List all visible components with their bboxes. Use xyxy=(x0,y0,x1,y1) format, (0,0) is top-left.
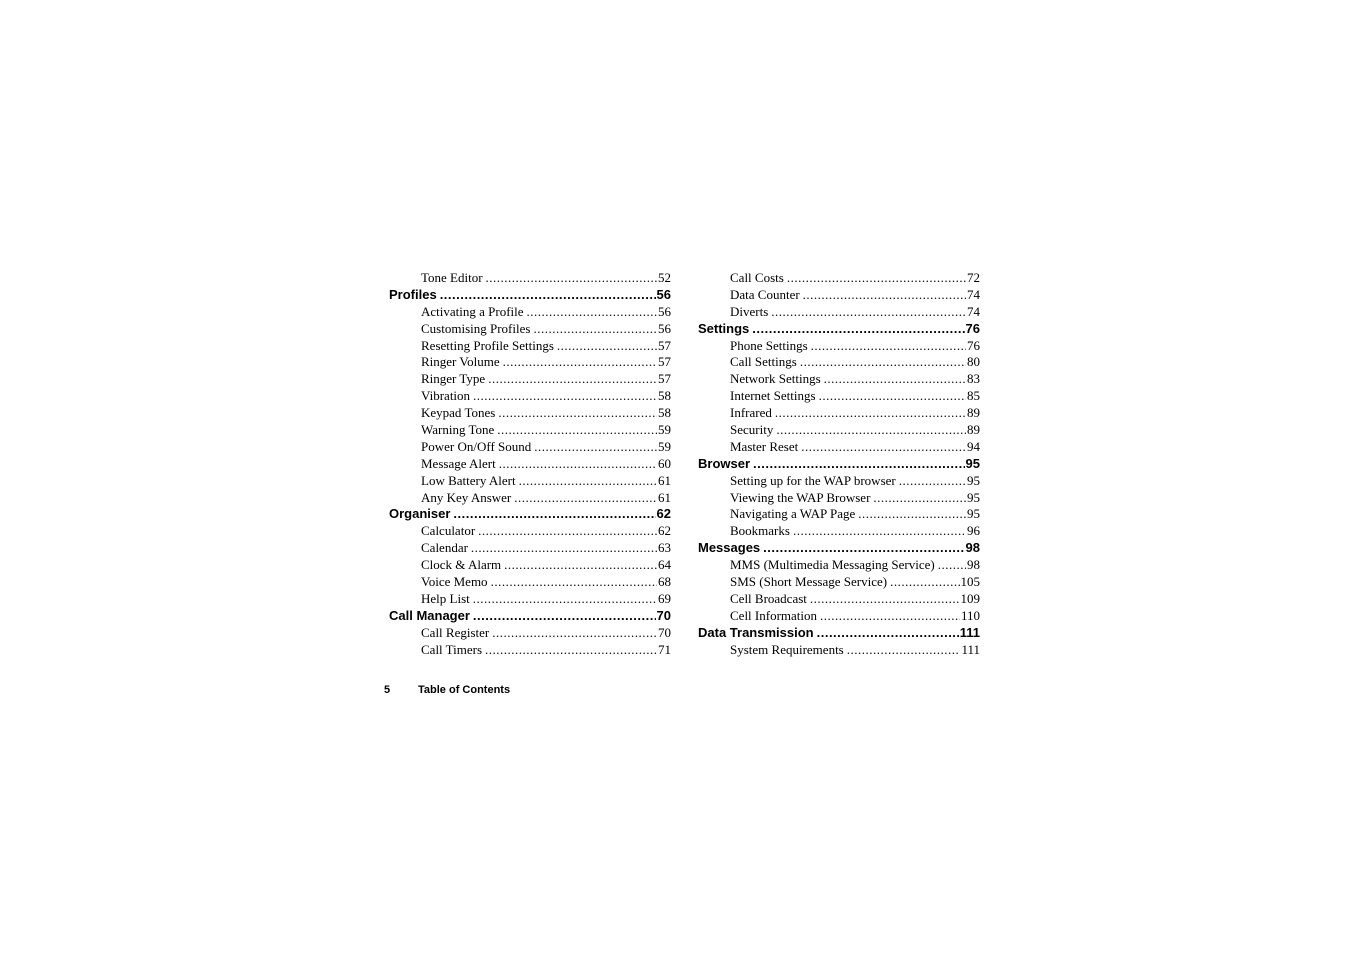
toc-entry[interactable] xyxy=(698,591,980,608)
toc-entry-label: Tone Editor xyxy=(421,270,483,285)
toc-section-heading[interactable] xyxy=(698,625,980,642)
toc-entry-page-number: 56 xyxy=(658,303,671,319)
toc-entry[interactable] xyxy=(389,490,671,507)
toc-entry-page-number: 57 xyxy=(658,337,671,353)
toc-entry-label: Keypad Tones xyxy=(421,405,496,421)
toc-entry-page-number: 95 xyxy=(965,455,980,471)
toc-entry-label: Low Battery Alert xyxy=(421,472,516,488)
toc-entry[interactable] xyxy=(698,405,980,422)
toc-entry-page-number: 80 xyxy=(967,354,980,370)
toc-entry-page-number: 76 xyxy=(965,320,980,336)
toc-entry-page-number: 109 xyxy=(960,590,980,606)
toc-entry-label: Settings xyxy=(698,320,750,336)
footer-page-number: 5 xyxy=(384,684,391,696)
toc-entry-label: System Requirements xyxy=(730,641,844,657)
toc-entry-label: Resetting Profile Settings xyxy=(421,337,554,353)
toc-section-heading[interactable] xyxy=(698,321,980,338)
toc-entry-page-number: 96 xyxy=(967,523,980,539)
toc-dot-leader xyxy=(938,557,966,574)
toc-entry-label: Power On/Off Sound xyxy=(421,438,532,454)
toc-dot-leader xyxy=(499,456,657,473)
toc-entry-label: Activating a Profile xyxy=(421,303,524,319)
toc-entry[interactable] xyxy=(389,371,671,388)
toc-entry[interactable] xyxy=(698,371,980,388)
toc-entry-label: Clock & Alarm xyxy=(421,557,502,573)
toc-entry-page-number: 61 xyxy=(658,472,671,488)
toc-entry-label: Call Timers xyxy=(421,641,483,657)
toc-entry-label: Call Manager xyxy=(389,607,470,623)
toc-entry-page-number: 57 xyxy=(658,371,671,387)
toc-dot-leader xyxy=(498,405,657,422)
toc-entry-page-number: 70 xyxy=(658,624,671,640)
toc-entry[interactable] xyxy=(389,557,671,574)
toc-entry-page-number: 89 xyxy=(967,422,980,438)
toc-entry[interactable] xyxy=(698,422,980,439)
toc-dot-leader xyxy=(497,422,657,439)
toc-entry-page-number: 111 xyxy=(961,641,980,657)
toc-entry-label: Any Key Answer xyxy=(421,489,512,505)
toc-dot-leader xyxy=(858,506,966,523)
toc-entry-label: Calendar xyxy=(421,540,468,556)
toc-entry-label: Warning Tone xyxy=(421,422,495,438)
toc-entry[interactable] xyxy=(389,456,671,473)
toc-entry-label: Organiser xyxy=(389,506,451,522)
toc-entry-page-number: 58 xyxy=(658,405,671,421)
toc-entry-label: Master Reset xyxy=(730,438,799,454)
toc-entry[interactable] xyxy=(698,270,980,287)
toc-dot-leader xyxy=(776,422,966,439)
toc-dot-leader xyxy=(787,270,966,287)
toc-entry[interactable] xyxy=(698,506,980,523)
toc-dot-leader xyxy=(473,388,657,405)
toc-entry-label: Cell Information xyxy=(730,607,818,623)
toc-entry-label: MMS (Multimedia Messaging Service) xyxy=(730,557,935,573)
toc-entry-page-number: 69 xyxy=(658,590,671,606)
toc-entry-label: Call Register xyxy=(421,624,490,640)
toc-entry[interactable] xyxy=(698,439,980,456)
toc-entry-label: Phone Settings xyxy=(730,337,808,353)
toc-entry[interactable] xyxy=(698,338,980,355)
toc-entry[interactable] xyxy=(698,608,980,625)
toc-entry-label: Network Settings xyxy=(730,371,821,387)
toc-entry-page-number: 70 xyxy=(656,607,671,623)
toc-entry[interactable] xyxy=(389,540,671,557)
toc-entry-page-number: 72 xyxy=(967,270,980,285)
toc-entry-label: Call Costs xyxy=(730,270,784,285)
toc-dot-leader xyxy=(763,540,964,557)
toc-entry[interactable] xyxy=(389,642,671,659)
toc-dot-leader xyxy=(504,557,657,574)
toc-entry-label: Customising Profiles xyxy=(421,320,531,336)
toc-entry-page-number: 95 xyxy=(967,489,980,505)
toc-entry-page-number: 76 xyxy=(967,337,980,353)
toc-entry-label: Navigating a WAP Page xyxy=(730,506,856,522)
toc-entry-label: Vibration xyxy=(421,388,471,404)
toc-entry-page-number: 68 xyxy=(658,574,671,590)
toc-dot-leader xyxy=(800,354,966,371)
toc-entry[interactable] xyxy=(389,354,671,371)
toc-entry[interactable] xyxy=(389,321,671,338)
toc-entry-label: Calculator xyxy=(421,523,476,539)
toc-entry[interactable] xyxy=(698,523,980,540)
toc-dot-leader xyxy=(485,642,657,659)
toc-dot-leader xyxy=(771,304,966,321)
toc-entry[interactable] xyxy=(698,388,980,405)
toc-entry-page-number: 57 xyxy=(658,354,671,370)
toc-entry-page-number: 105 xyxy=(960,574,980,590)
toc-entry-label: Security xyxy=(730,422,774,438)
toc-entry[interactable] xyxy=(698,557,980,574)
toc-entry-page-number: 62 xyxy=(658,523,671,539)
toc-entry-page-number: 59 xyxy=(658,422,671,438)
toc-entry-page-number: 52 xyxy=(658,270,671,285)
toc-left-column xyxy=(389,270,671,658)
toc-entry-page-number: 74 xyxy=(967,303,980,319)
toc-entry[interactable] xyxy=(389,574,671,591)
toc-dot-leader xyxy=(817,625,959,642)
toc-dot-leader xyxy=(503,354,657,371)
toc-entry-label: Voice Memo xyxy=(421,574,488,590)
toc-entry-label: Messages xyxy=(698,540,761,556)
toc-entry-page-number: 62 xyxy=(656,506,671,522)
toc-dot-leader xyxy=(899,473,966,490)
toc-entry-page-number: 89 xyxy=(967,405,980,421)
toc-entry-page-number: 56 xyxy=(658,320,671,336)
footer-section-title: Table of Contents xyxy=(418,684,511,696)
toc-entry-page-number: 111 xyxy=(959,624,980,640)
toc-entry-page-number: 58 xyxy=(658,388,671,404)
toc-dot-leader xyxy=(527,304,657,321)
toc-dot-leader xyxy=(471,540,657,557)
toc-dot-leader xyxy=(793,523,966,540)
toc-entry-page-number: 59 xyxy=(658,438,671,454)
toc-section-heading[interactable] xyxy=(389,608,671,625)
toc-entry-page-number: 64 xyxy=(658,557,671,573)
toc-right-column xyxy=(698,270,980,658)
toc-dot-leader xyxy=(534,439,657,456)
toc-entry-label: Ringer Volume xyxy=(421,354,500,370)
toc-dot-leader xyxy=(557,338,657,355)
toc-entry[interactable] xyxy=(698,287,980,304)
toc-dot-leader xyxy=(514,490,657,507)
toc-dot-leader xyxy=(820,608,960,625)
toc-entry-page-number: 98 xyxy=(967,557,980,573)
toc-dot-leader xyxy=(533,321,657,338)
toc-entry-label: Browser xyxy=(698,455,751,471)
toc-dot-leader xyxy=(775,405,966,422)
toc-entry-label: Data Counter xyxy=(730,286,800,302)
toc-dot-leader xyxy=(847,642,961,659)
toc-dot-leader xyxy=(824,371,966,388)
toc-entry-label: Cell Broadcast xyxy=(730,590,807,606)
toc-dot-leader xyxy=(819,388,966,405)
toc-entry-page-number: 71 xyxy=(658,641,671,657)
toc-entry-label: Internet Settings xyxy=(730,388,816,404)
toc-dot-leader xyxy=(491,574,657,591)
toc-entry[interactable] xyxy=(389,591,671,608)
toc-dot-leader xyxy=(492,625,657,642)
toc-entry-page-number: 60 xyxy=(658,455,671,471)
toc-entry[interactable] xyxy=(389,338,671,355)
toc-dot-leader xyxy=(752,321,964,338)
page-footer xyxy=(384,684,510,696)
toc-dot-leader xyxy=(519,473,657,490)
toc-entry-page-number: 85 xyxy=(967,388,980,404)
toc-entry-label: Message Alert xyxy=(421,455,496,471)
toc-entry-page-number: 95 xyxy=(967,472,980,488)
toc-section-heading[interactable] xyxy=(389,506,671,523)
toc-entry-page-number: 98 xyxy=(965,540,980,556)
toc-entry[interactable] xyxy=(698,473,980,490)
toc-entry-label: Call Settings xyxy=(730,354,797,370)
toc-entry-page-number: 83 xyxy=(967,371,980,387)
toc-dot-leader xyxy=(488,371,657,388)
toc-entry[interactable] xyxy=(698,354,980,371)
toc-dot-leader xyxy=(801,439,966,456)
toc-dot-leader xyxy=(890,574,959,591)
toc-entry[interactable] xyxy=(389,625,671,642)
toc-dot-leader xyxy=(811,338,966,355)
toc-entry-label: Help List xyxy=(421,590,470,606)
toc-entry-label: Viewing the WAP Browser xyxy=(730,489,871,505)
toc-dot-leader xyxy=(810,591,960,608)
toc-dot-leader xyxy=(486,270,657,287)
toc-dot-leader xyxy=(473,608,656,625)
toc-entry[interactable] xyxy=(698,574,980,591)
toc-entry-page-number: 61 xyxy=(658,489,671,505)
toc-entry[interactable] xyxy=(389,473,671,490)
toc-dot-leader xyxy=(478,523,657,540)
toc-entry-label: Infrared xyxy=(730,405,772,421)
toc-entry[interactable] xyxy=(698,304,980,321)
toc-entry-page-number: 110 xyxy=(960,607,980,623)
toc-entry-page-number: 95 xyxy=(967,506,980,522)
toc-entry[interactable] xyxy=(389,523,671,540)
toc-entry[interactable] xyxy=(389,270,671,287)
toc-entry-label: Profiles xyxy=(389,286,437,302)
toc-entry-page-number: 63 xyxy=(658,540,671,556)
toc-dot-leader xyxy=(873,490,966,507)
toc-dot-leader xyxy=(440,287,656,304)
toc-dot-leader xyxy=(453,506,655,523)
toc-section-heading[interactable] xyxy=(698,540,980,557)
toc-entry[interactable] xyxy=(389,304,671,321)
toc-dot-leader xyxy=(753,456,965,473)
toc-entry-page-number: 56 xyxy=(656,286,671,302)
toc-entry[interactable] xyxy=(389,422,671,439)
toc-section-heading[interactable] xyxy=(698,456,980,473)
toc-entry-page-number: 94 xyxy=(967,438,980,454)
toc-entry[interactable] xyxy=(389,439,671,456)
toc-dot-leader xyxy=(803,287,966,304)
toc-entry[interactable] xyxy=(698,642,980,659)
toc-entry-label: SMS (Short Message Service) xyxy=(730,574,888,590)
toc-entry[interactable] xyxy=(698,490,980,507)
toc-entry[interactable] xyxy=(389,405,671,422)
toc-entry-page-number: 74 xyxy=(967,286,980,302)
toc-entry-label: Bookmarks xyxy=(730,523,790,539)
toc-entry-label: Ringer Type xyxy=(421,371,486,387)
toc-section-heading[interactable] xyxy=(389,287,671,304)
toc-entry-label: Diverts xyxy=(730,303,769,319)
toc-dot-leader xyxy=(473,591,657,608)
toc-entry-label: Setting up for the WAP browser xyxy=(730,472,896,488)
toc-entry-label: Data Transmission xyxy=(698,624,814,640)
toc-entry[interactable] xyxy=(389,388,671,405)
